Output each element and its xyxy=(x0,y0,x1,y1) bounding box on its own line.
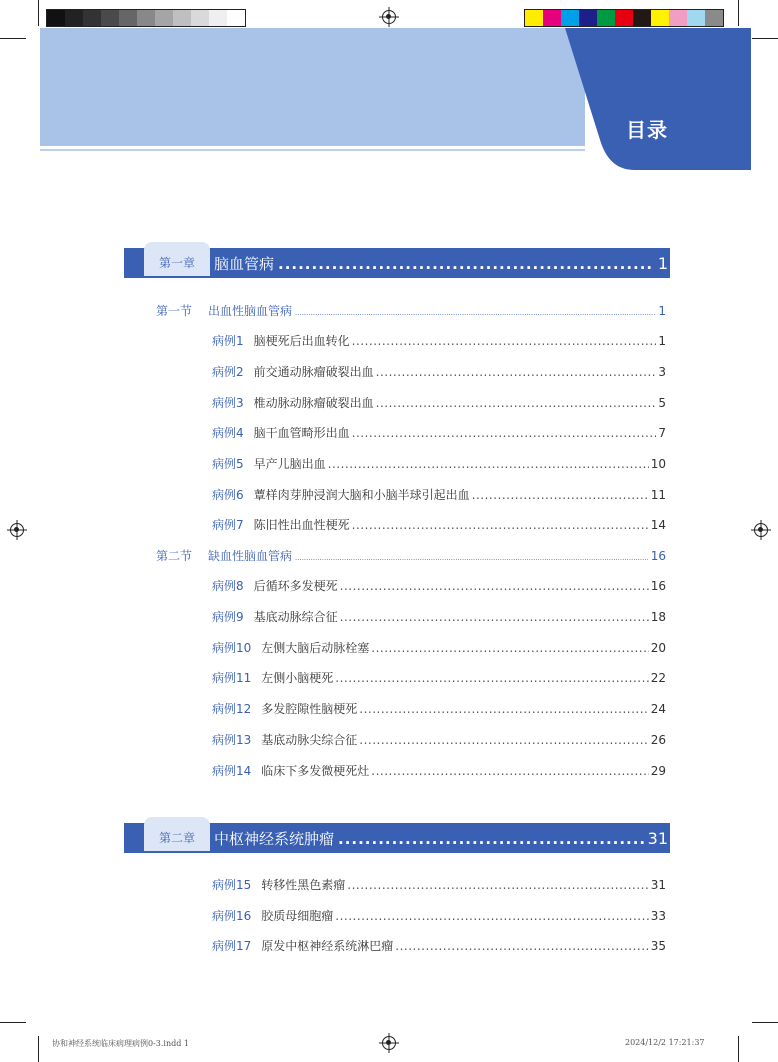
color-swatch xyxy=(579,10,597,26)
case-number: 病例16 xyxy=(212,909,252,923)
case-number: 病例4 xyxy=(212,426,244,440)
toc-title: 目录 xyxy=(626,118,668,142)
color-swatch xyxy=(615,10,633,26)
crop-mark xyxy=(752,38,778,39)
toc-title-tab xyxy=(565,28,751,170)
gray-swatch xyxy=(101,10,119,26)
case-page: 5 xyxy=(658,396,666,410)
case-title: 脑梗死后出血转化 xyxy=(253,334,350,348)
gray-swatch xyxy=(119,10,137,26)
registration-mark-right xyxy=(754,523,768,537)
case-number: 病例13 xyxy=(212,733,252,747)
slug-file-name: 协和神经系统临床病理病例0-3.indd 1 xyxy=(52,1039,190,1048)
case-number: 病例5 xyxy=(212,457,244,471)
case-title: 转移性黑色素瘤 xyxy=(261,878,346,892)
color-swatch xyxy=(633,10,651,26)
color-swatch xyxy=(597,10,615,26)
case-entry[interactable] xyxy=(212,608,666,625)
registration-mark-left xyxy=(10,523,24,537)
section-title: 缺血性脑血管病 xyxy=(208,549,293,563)
case-page: 20 xyxy=(650,641,666,655)
case-title: 左侧小脑梗死 xyxy=(261,671,334,685)
case-entry[interactable] xyxy=(212,332,666,349)
dot-leader xyxy=(359,733,648,747)
dot-leader xyxy=(352,518,649,532)
dot-leader xyxy=(376,365,657,379)
case-page: 16 xyxy=(650,579,666,593)
crop-mark xyxy=(738,0,739,26)
case-page: 31 xyxy=(650,878,666,892)
gray-color-bar xyxy=(46,9,246,27)
case-title: 陈旧性出血性梗死 xyxy=(253,518,350,532)
case-entry[interactable] xyxy=(212,639,666,656)
case-number: 病例12 xyxy=(212,702,252,716)
case-title: 原发中枢神经系统淋巴瘤 xyxy=(261,939,394,953)
dot-leader xyxy=(359,702,648,716)
chapter-tab xyxy=(144,242,210,276)
case-title: 基底动脉综合征 xyxy=(253,610,338,624)
section-page: 1 xyxy=(658,304,666,318)
case-entry[interactable] xyxy=(212,455,666,472)
case-number: 病例9 xyxy=(212,610,244,624)
dot-leader xyxy=(335,909,648,923)
case-title: 早产儿脑出血 xyxy=(253,457,326,471)
case-entry[interactable] xyxy=(212,731,666,748)
case-entry[interactable] xyxy=(212,516,666,533)
color-swatch xyxy=(651,10,669,26)
dot-leader xyxy=(328,457,649,471)
case-page: 11 xyxy=(650,488,666,502)
case-page: 7 xyxy=(658,426,666,440)
gray-swatch xyxy=(227,10,245,26)
case-entry[interactable] xyxy=(212,486,666,503)
case-title: 左侧大脑后动脉栓塞 xyxy=(261,641,370,655)
case-title: 脑干血管畸形出血 xyxy=(253,426,350,440)
chapter-number: 第一章 xyxy=(158,256,195,270)
dot-leader xyxy=(338,830,644,848)
case-title: 蕈样肉芽肿浸润大脑和小脑半球引起出血 xyxy=(253,488,470,502)
case-page: 35 xyxy=(650,939,666,953)
cmyk-color-bar xyxy=(524,9,724,27)
case-number: 病例3 xyxy=(212,396,244,410)
color-swatch xyxy=(687,10,705,26)
chapter-number: 第二章 xyxy=(158,831,195,845)
section-number: 第一节 xyxy=(156,304,193,318)
case-number: 病例6 xyxy=(212,488,244,502)
chapter-page: 31 xyxy=(647,829,668,848)
chapter-title: 中枢神经系统肿瘤 xyxy=(214,830,335,848)
case-page: 10 xyxy=(650,457,666,471)
case-title: 临床下多发微梗死灶 xyxy=(261,764,370,778)
section-entry[interactable] xyxy=(156,547,666,564)
case-number: 病例2 xyxy=(212,365,244,379)
gray-swatch xyxy=(47,10,65,26)
gray-swatch xyxy=(155,10,173,26)
crop-mark xyxy=(38,0,39,26)
gray-swatch xyxy=(191,10,209,26)
dot-leader xyxy=(376,396,657,410)
case-number: 病例8 xyxy=(212,579,244,593)
crop-mark xyxy=(738,1036,739,1062)
section-page: 16 xyxy=(650,549,666,563)
dot-leader xyxy=(295,309,655,317)
gray-swatch xyxy=(173,10,191,26)
case-number: 病例7 xyxy=(212,518,244,532)
case-title: 前交通动脉瘤破裂出血 xyxy=(253,365,374,379)
case-entry[interactable] xyxy=(212,700,666,717)
case-page: 3 xyxy=(658,365,666,379)
case-entry[interactable] xyxy=(212,424,666,441)
case-entry[interactable] xyxy=(212,907,666,924)
case-entry[interactable] xyxy=(212,363,666,380)
chapter-entry[interactable] xyxy=(214,253,668,274)
color-swatch xyxy=(705,10,723,26)
gray-swatch xyxy=(65,10,83,26)
gray-swatch xyxy=(83,10,101,26)
dot-leader xyxy=(340,610,649,624)
gray-swatch xyxy=(209,10,227,26)
chapter-entry[interactable] xyxy=(214,828,668,849)
section-title: 出血性脑血管病 xyxy=(208,304,293,318)
chapter-page: 1 xyxy=(657,254,668,273)
case-page: 26 xyxy=(650,733,666,747)
dot-leader xyxy=(352,426,657,440)
case-number: 病例10 xyxy=(212,641,252,655)
case-entry[interactable] xyxy=(212,876,666,893)
dot-leader xyxy=(352,334,657,348)
header-divider xyxy=(40,149,585,151)
color-swatch xyxy=(525,10,543,26)
crop-mark xyxy=(0,1022,26,1023)
chapter-title: 脑血管病 xyxy=(214,255,275,273)
dot-leader xyxy=(340,579,649,593)
case-page: 1 xyxy=(658,334,666,348)
case-title: 胶质母细胞瘤 xyxy=(261,909,334,923)
color-swatch xyxy=(543,10,561,26)
crop-mark xyxy=(38,1036,39,1062)
case-page: 22 xyxy=(650,671,666,685)
dot-leader xyxy=(371,764,648,778)
case-title: 基底动脉尖综合征 xyxy=(261,733,358,747)
case-page: 24 xyxy=(650,702,666,716)
dot-leader xyxy=(335,671,648,685)
crop-mark xyxy=(752,1022,778,1023)
case-number: 病例17 xyxy=(212,939,252,953)
dot-leader xyxy=(472,488,649,502)
section-entry[interactable] xyxy=(156,302,666,319)
dot-leader xyxy=(347,878,648,892)
case-number: 病例1 xyxy=(212,334,244,348)
dot-leader xyxy=(278,255,654,273)
crop-mark xyxy=(0,38,26,39)
gray-swatch xyxy=(137,10,155,26)
slug-timestamp: 2024/12/2 17:21:37 xyxy=(625,1038,705,1047)
case-entry[interactable] xyxy=(212,577,666,594)
case-title: 椎动脉动脉瘤破裂出血 xyxy=(253,396,374,410)
case-page: 18 xyxy=(650,610,666,624)
case-page: 29 xyxy=(650,764,666,778)
chapter-tab xyxy=(144,817,210,851)
case-entry[interactable] xyxy=(212,669,666,686)
case-entry[interactable] xyxy=(212,394,666,411)
case-number: 病例11 xyxy=(212,671,252,685)
color-swatch xyxy=(669,10,687,26)
case-title: 多发腔隙性脑梗死 xyxy=(261,702,358,716)
dot-leader xyxy=(371,641,648,655)
registration-mark-bottom xyxy=(382,1036,396,1050)
case-title: 后循环多发梗死 xyxy=(253,579,338,593)
dot-leader xyxy=(295,554,648,562)
color-swatch xyxy=(561,10,579,26)
section-number: 第二节 xyxy=(156,549,193,563)
case-number: 病例15 xyxy=(212,878,252,892)
case-entry[interactable] xyxy=(212,937,666,954)
header-banner xyxy=(40,28,585,146)
case-number: 病例14 xyxy=(212,764,252,778)
case-entry[interactable] xyxy=(212,762,666,779)
dot-leader xyxy=(395,939,648,953)
registration-mark-top xyxy=(382,10,396,24)
case-page: 33 xyxy=(650,909,666,923)
case-page: 14 xyxy=(650,518,666,532)
